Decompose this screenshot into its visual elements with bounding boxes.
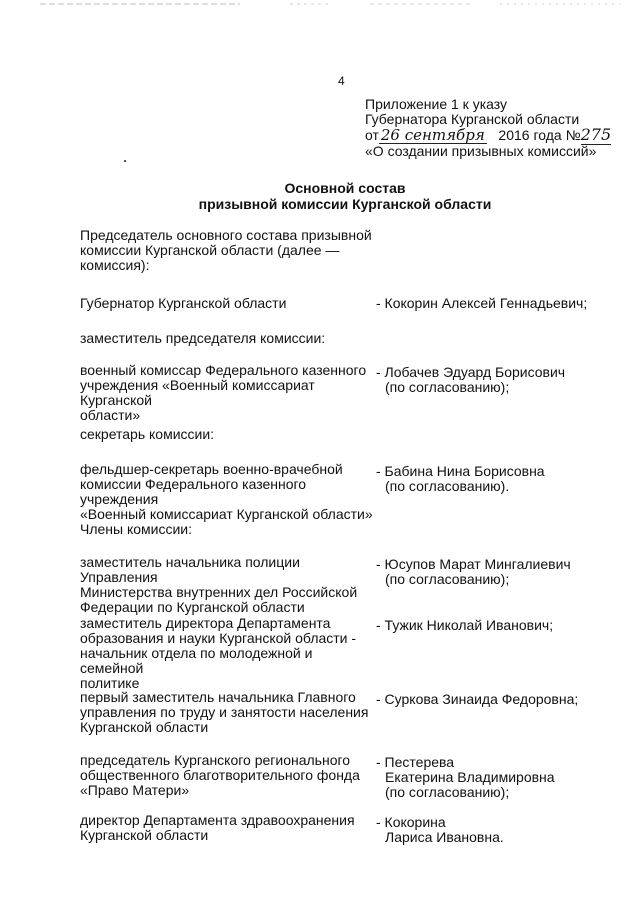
entry-position <box>80 427 375 442</box>
position-line: «Военный комиссариат Курганской области» <box>80 506 373 522</box>
appendix-header <box>365 97 625 159</box>
position-line: Курганской области <box>80 827 209 843</box>
page-number: 4 <box>338 74 345 88</box>
person-line: - Тужик Николай Иванович; <box>376 617 554 633</box>
entry-position <box>80 753 375 798</box>
entry-position <box>80 813 375 843</box>
entry-person <box>376 365 626 395</box>
person-line: (по согласованию); <box>385 784 510 800</box>
position-line: Министерства внутренних дел Российской <box>80 584 358 600</box>
entry-person <box>376 618 626 633</box>
person-line: Екатерина Владимировна <box>385 769 555 785</box>
position-line: фельдшер-секретарь военно-врачебной <box>80 461 343 477</box>
position-line: управления по труду и занятости населения <box>80 704 369 720</box>
entry-person <box>376 692 626 707</box>
person-line: - Лобачев Эдуард Борисович <box>376 364 566 380</box>
position-line: директор Департамента здравоохранения <box>80 812 355 828</box>
position-line: комиссия): <box>80 257 150 273</box>
position-line: образования и науки Курганской области - <box>80 630 357 646</box>
appendix-line-4: «О создании призывных комиссий» <box>365 143 597 159</box>
position-line: Федерации по Курганской области <box>80 599 305 615</box>
entry-person <box>376 464 626 494</box>
person-line: - Кокорин Алексей Геннадьевич; <box>376 295 588 311</box>
position-line: секретарь комиссии: <box>80 426 215 442</box>
entry-position <box>80 331 375 346</box>
appendix-line-2: Губернатора Курганской области <box>365 111 580 127</box>
person-line: - Юсупов Марат Мингалиевич <box>376 556 571 572</box>
handwritten-date: 26 сентября <box>380 126 485 144</box>
entry-position <box>80 690 375 735</box>
entry-position <box>80 555 375 615</box>
scan-dot <box>124 160 126 162</box>
person-line: (по согласованию). <box>385 478 510 494</box>
person-line: (по согласованию); <box>385 379 510 395</box>
person-line: - Пестерева <box>376 754 455 770</box>
position-line: заместитель председателя комиссии: <box>80 330 326 346</box>
position-line: Курганской области <box>80 719 209 735</box>
position-line: первый заместитель начальника Главного <box>80 689 356 705</box>
appendix-date-line <box>365 127 625 144</box>
position-line: Члены комиссии: <box>80 521 193 537</box>
person-line: - Бабина Нина Борисовна <box>376 463 545 479</box>
person-line: (по согласованию); <box>385 571 510 587</box>
person-line: - Кокорина <box>376 814 446 830</box>
entry-person <box>376 755 626 800</box>
entry-position <box>80 228 375 273</box>
date-prefix: от <box>365 127 379 143</box>
scan-artifact-top <box>0 0 640 8</box>
appendix-line-1: Приложение 1 к указу <box>365 96 508 112</box>
person-line: - Суркова Зинаида Федоровна; <box>376 691 579 707</box>
person-line: Лариса Ивановна. <box>385 829 504 845</box>
position-line: председатель Курганского регионального <box>80 752 351 768</box>
date-suffix: 2016 года № <box>498 127 581 143</box>
entry-position <box>80 296 375 311</box>
entry-person <box>376 296 626 311</box>
entry-position <box>80 462 375 522</box>
position-line: общественного благотворительного фонда <box>80 767 360 783</box>
position-line: области» <box>80 407 141 423</box>
position-line: Губернатор Курганской области <box>80 295 287 311</box>
entry-person <box>376 557 626 587</box>
title-line-2: призывной комиссии Курганской области <box>198 196 492 212</box>
position-line: политике <box>80 675 140 691</box>
position-line: военный комиссар Федерального казенного <box>80 362 367 378</box>
position-line: Председатель основного состава призывной <box>80 227 372 243</box>
position-line: заместитель начальника полиции Управления <box>80 554 300 585</box>
position-line: «Право Матери» <box>80 782 190 798</box>
entry-position <box>80 522 375 537</box>
document-title <box>0 180 640 212</box>
position-line: учреждения «Военный комиссариат Курганской <box>80 377 315 408</box>
entry-person <box>376 815 626 845</box>
position-line: начальник отдела по молодежной и семейной <box>80 645 313 676</box>
handwritten-number: 275 <box>580 125 612 144</box>
entry-position <box>80 363 375 423</box>
title-line-1: Основной состав <box>284 180 406 196</box>
position-line: комиссии Федерального казенного учреждения <box>80 476 307 507</box>
position-line: заместитель директора Департамента <box>80 615 331 631</box>
position-line: комиссии Курганской области (далее — <box>80 242 340 258</box>
entry-position <box>80 616 375 691</box>
